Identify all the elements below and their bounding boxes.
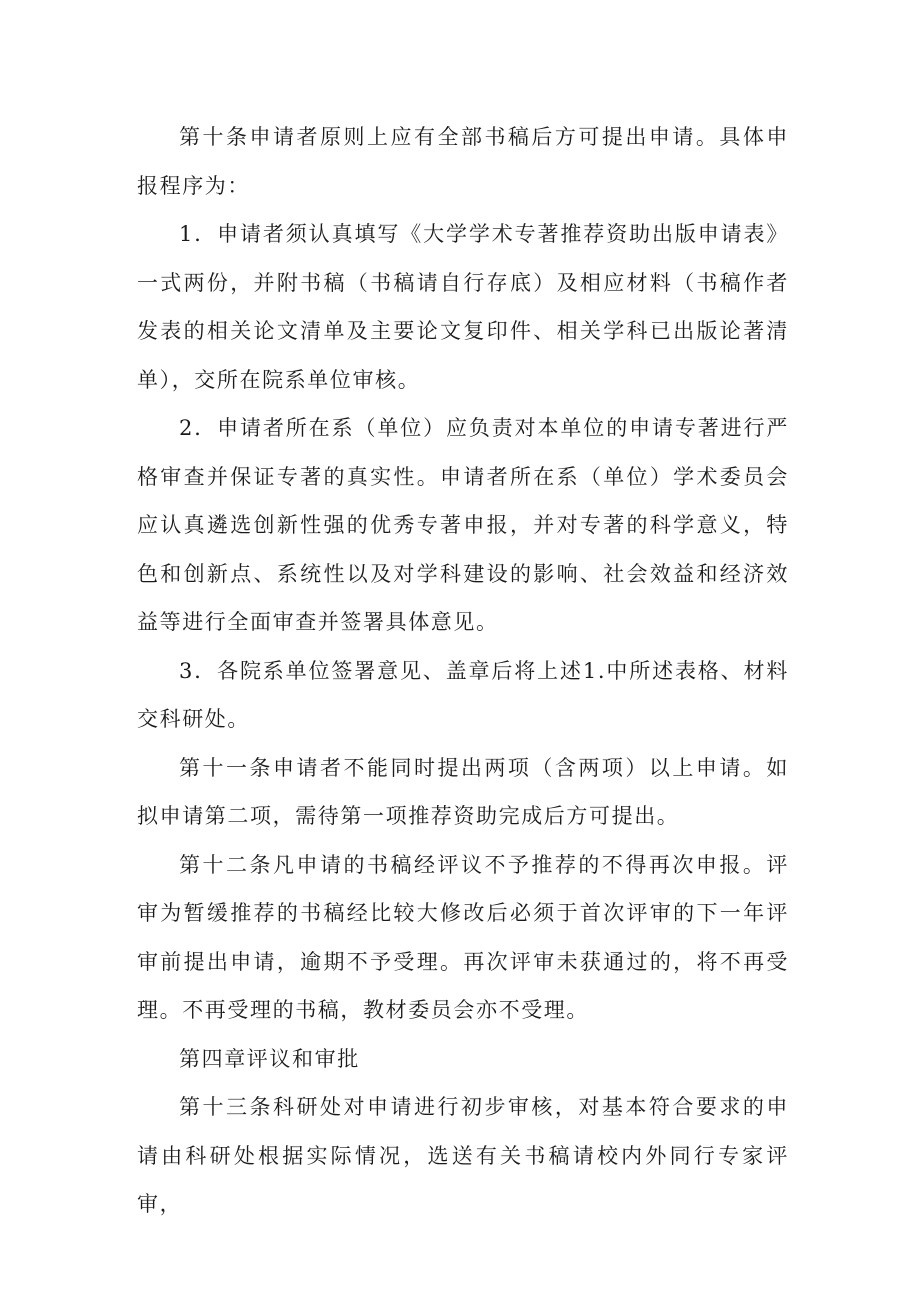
procedure-step-1: 1．申请者须认真填写《大学学术专著推荐资助出版申请表》一式两份，并附书稿（书稿请自行存底）及相应材料（书稿作者发表的相关论文清单及主要论文复印件、相关学科已出版论著清单），交所在院系单位审核。 (137, 222, 789, 392)
article-11-paragraph: 第十一条申请者不能同时提出两项（含两项）以上申请。如拟申请第二项，需待第一项推荐资助完成后方可提出。 (137, 755, 789, 828)
procedure-step-3: 3．各院系单位签署意见、盖章后将上述1.中所述表格、材料交科研处。 (137, 658, 789, 731)
procedure-step-2: 2．申请者所在系（单位）应负责对本单位的申请专著进行严格审查并保证专著的真实性。申请者所在系（单位）学术委员会应认真遴选创新性强的优秀专著申报，并对专著的科学意义，特色和创新点、系统性以及对学科建设的影响、社会效益和经济效益等进行全面审查并签署具体意见。 (137, 416, 789, 634)
document-body (137, 113, 789, 1229)
article-10-paragraph: 第十条申请者原则上应有全部书稿后方可提出申请。具体申报程序为： (137, 125, 789, 198)
article-12-paragraph: 第十二条凡申请的书稿经评议不予推荐的不得再次申报。评审为暂缓推荐的书稿经比较大修改后必须于首次评审的下一年评审前提出申请，逾期不予受理。再次评审未获通过的，将不再受理。不再受理的书稿，教材委员会亦不受理。 (137, 852, 789, 1022)
article-13-paragraph: 第十三条科研处对申请进行初步审核，对基本符合要求的申请由科研处根据实际情况，选送有关书稿请校内外同行专家评审， (137, 1095, 789, 1216)
chapter-4-heading: 第四章评议和审批 (179, 1046, 360, 1071)
